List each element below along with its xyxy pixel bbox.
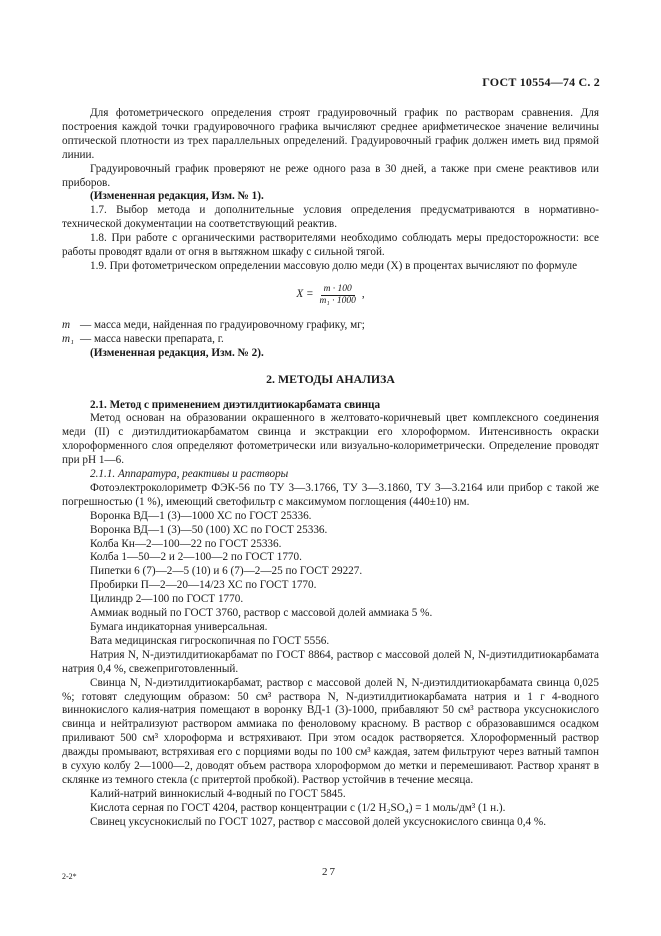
footer-code: 2-2* <box>62 872 77 881</box>
definition-symbol: m₁ <box>62 332 74 345</box>
page-number: 27 <box>322 866 337 878</box>
list-item: Свинца N, N-диэтилдитиокарбамат, раствор с массовой долей N, N-диэтилдитиокарбамата свинца 0,025 %; готовят следующим образом: 50 см³ раствора N, N-диэтилдитиокарбамата натрия и 1 г 4-водного виннокислого калия-натрия помещают в воронку ВД-1 (3)-1000, прибавляют 50 см³ раствора уксуснокислого свинца и нейтрализуют раствором аммиака по феноловому красному. В раствор с образовавшимся осадком приливают 500 см³ хлороформа и встряхивают. При этом осадок растворяется. Хлороформенный раствор дважды промывают, встряхивая его с порциями воды по 100 см³ каждая, затем фильтруют через ватный тампон в сухую колбу 2—1000—2, доводят объем раствора хлороформом до метки и перемешивают. Раствор хранят в склянке из темного стекла (с притертой пробкой). Раствор устойчив в течение месяца. <box>62 676 599 786</box>
list-item: Пипетки 6 (7)—2—5 (10) и 6 (7)—2—25 по ГОСТ 29227. <box>90 565 363 578</box>
formula-lhs: X = <box>296 288 314 301</box>
document-body <box>62 107 599 830</box>
definition-symbol: m <box>62 318 71 331</box>
list-item: Пробирки П—2—20—14/23 ХС по ГОСТ 1770. <box>90 579 317 592</box>
edit-note-2: (Измененная редакция, Изм. № 2). <box>90 346 264 359</box>
list-item: Колба Кн—2—100—22 по ГОСТ 25336. <box>90 537 282 550</box>
definitions <box>62 319 599 347</box>
subsection-2-1-1-title: 2.1.1. Аппаратура, реактивы и растворы <box>90 468 289 481</box>
subsection-2-1-text: Метод основан на образовании окрашенного в желтовато-коричневый цвет комплексного соединения меди (II) с диэтилдитиокарбаматом свинца и экстракции его хлороформом. Интенсивность окраски хлороформенного слоя определяют фотометрически или визуально-колориметрически. Определение проводят при pH 1—6. <box>62 412 599 467</box>
paragraph-calibration-check: Градуировочный график проверяют не реже одного раза в 30 дней, а также при смене реактивов или приборов. <box>62 162 599 189</box>
definition-row <box>62 319 599 333</box>
list-item: Вата медицинская гигроскопичная по ГОСТ 5556. <box>90 634 330 647</box>
definition-text: — масса меди, найденная по градуировочному графику, мг; <box>80 318 365 331</box>
section-title: 2. МЕТОДЫ АНАЛИЗА <box>266 371 395 386</box>
list-item: Колба 1—50—2 и 2—100—2 по ГОСТ 1770. <box>90 551 302 564</box>
list-item: Натрия N, N-диэтилдитиокарбамат по ГОСТ 8864, раствор с массовой долей N, N-диэтилдитиокарбамата натрия 0,4 %, свежеприготовленный. <box>62 648 599 675</box>
page-header: ГОСТ 10554—74 С. 2 <box>482 75 600 89</box>
paragraph-1-8: 1.8. При работе с органическими растворителями необходимо соблюдать меры предосторожности: все работы проводят вдали от огня в вытяжном шкафу с сильной тягой. <box>62 232 599 259</box>
formula-tail: , <box>361 288 365 301</box>
formula <box>62 284 599 307</box>
formula-denominator: m₁ · 1000 <box>319 295 356 306</box>
list-item: Кислота серная по ГОСТ 4204, раствор концентрации c (1/2 H₂SO₄) = 1 моль/дм³ (1 н.). <box>90 801 506 814</box>
paragraph-1-9: 1.9. При фотометрическом определении массовую долю меди (X) в процентах вычисляют по формуле <box>90 259 578 272</box>
list-item: Воронка ВД—1 (3)—1000 ХС по ГОСТ 25336. <box>90 509 312 522</box>
list-item: Бумага индикаторная универсальная. <box>90 621 268 633</box>
subsection-2-1-title: 2.1. Метод с применением диэтилдитиокарбамата свинца <box>90 398 381 411</box>
list-item: Цилиндр 2—100 по ГОСТ 1770. <box>90 593 244 606</box>
paragraph-1-7: 1.7. Выбор метода и дополнительные условия определения предусматриваются в нормативно-технической документации на соответствующий реактив. <box>62 204 599 231</box>
reagent-list <box>62 482 599 830</box>
definition-row <box>62 333 599 347</box>
list-item: Воронка ВД—1 (3)—50 (100) ХС по ГОСТ 25336. <box>90 523 328 536</box>
definition-text: — масса навески препарата, г. <box>80 332 224 345</box>
paragraph-calibration: Для фотометрического определения строят градуировочный график по растворам сравнения. Для построения каждой точки градуировочного графика вычисляют среднее арифметическое значение величины оптической плотности из трех параллельных определений. Градуировочный график должен иметь вид прямой линии. <box>62 107 599 161</box>
formula-numerator: m · 100 <box>321 284 355 296</box>
list-item: Аммиак водный по ГОСТ 3760, раствор с массовой долей аммиака 5 %. <box>90 607 433 620</box>
list-item: Фотоэлектроколориметр ФЭК-56 по ТУ 3—3.1766, ТУ 3—3.1860, ТУ 3—3.2164 или прибор с такой же погрешностью (1 %), имеющий светофильтр с максимумом поглощения (440±10) нм. <box>62 481 599 508</box>
formula-fraction <box>317 284 359 307</box>
list-item: Калий-натрий виннокислый 4-водный по ГОСТ 5845. <box>90 787 346 800</box>
list-item: Свинец уксуснокислый по ГОСТ 1027, раствор с массовой долей уксуснокислого свинца 0,4 %. <box>90 815 547 828</box>
edit-note-1: (Измененная редакция, Изм. № 1). <box>90 190 264 203</box>
